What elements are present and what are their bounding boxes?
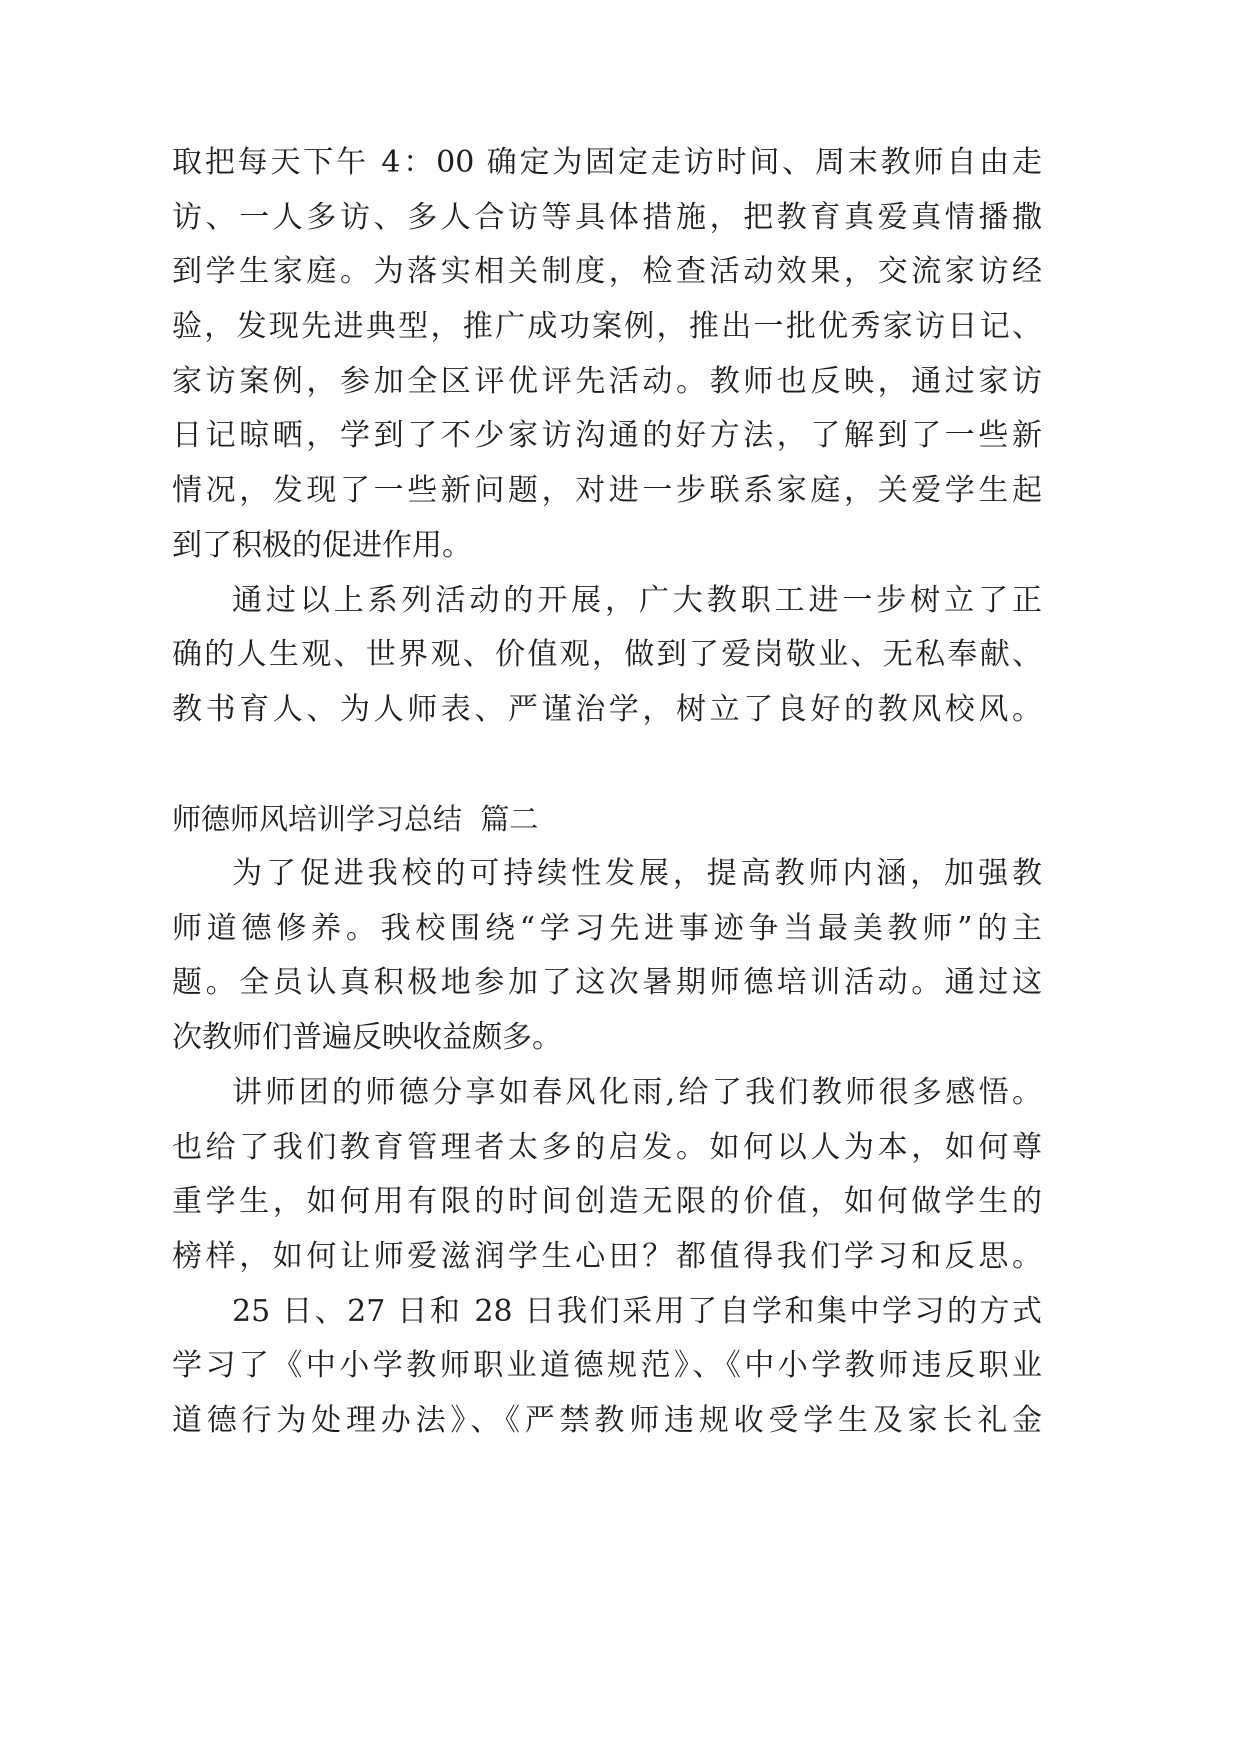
section-heading: 师德师风培训学习总结 篇二 <box>172 802 539 836</box>
text-line: 教书育人、为人师表、严谨治学，树立了良好的教风校风。 <box>172 692 1042 727</box>
text-line: 到学生家庭。为落实相关制度，检查活动效果，交流家访经 <box>172 254 1042 289</box>
text-line: 25 日、27 日和 28 日我们采用了自学和集中学习的方式 <box>232 1294 1042 1329</box>
text-line: 次教师们普遍反映收益颇多。 <box>172 1020 562 1055</box>
text-line: 情况，发现了一些新问题，对进一步联系家庭，关爱学生起 <box>172 473 1042 508</box>
text-line: 到了积极的促进作用。 <box>172 528 472 563</box>
text-line: 确的人生观、世界观、价值观，做到了爱岗敬业、无私奉献、 <box>172 637 1042 672</box>
text-line: 重学生，如何用有限的时间创造无限的价值，如何做学生的 <box>172 1184 1042 1219</box>
text-line: 学习了《中小学教师职业道德规范》、《中小学教师违反职业 <box>172 1348 1042 1383</box>
text-line: 取把每天下午 4：00 确定为固定走访时间、周末教师自由走 <box>172 145 1042 180</box>
text-line: 题。全员认真积极地参加了这次暑期师德培训活动。通过这 <box>172 965 1042 1000</box>
text-line: 也给了我们教育管理者太多的启发。如何以人为本，如何尊 <box>172 1130 1042 1165</box>
text-line: 讲师团的师德分享如春风化雨,给了我们教师很多感悟。 <box>232 1075 1042 1110</box>
text-line: 为了促进我校的可持续性发展，提高教师内涵，加强教 <box>232 856 1042 891</box>
text-line: 榜样，如何让师爱滋润学生心田？都值得我们学习和反思。 <box>172 1239 1042 1274</box>
text-line: 验，发现先进典型，推广成功案例，推出一批优秀家访日记、 <box>172 309 1042 344</box>
text-line: 家访案例，参加全区评优评先活动。教师也反映，通过家访 <box>172 364 1042 399</box>
text-line: 通过以上系列活动的开展，广大教职工进一步树立了正 <box>232 583 1042 618</box>
text-line: 日记晾晒，学到了不少家访沟通的好方法，了解到了一些新 <box>172 418 1042 453</box>
text-line: 道德行为处理办法》、《严禁教师违规收受学生及家长礼金 <box>172 1403 1042 1438</box>
text-line: 访、一人多访、多人合访等具体措施，把教育真爱真情播撒 <box>172 200 1042 235</box>
text-line: 师道德修养。我校围绕“学习先进事迹争当最美教师”的主 <box>172 911 1042 946</box>
